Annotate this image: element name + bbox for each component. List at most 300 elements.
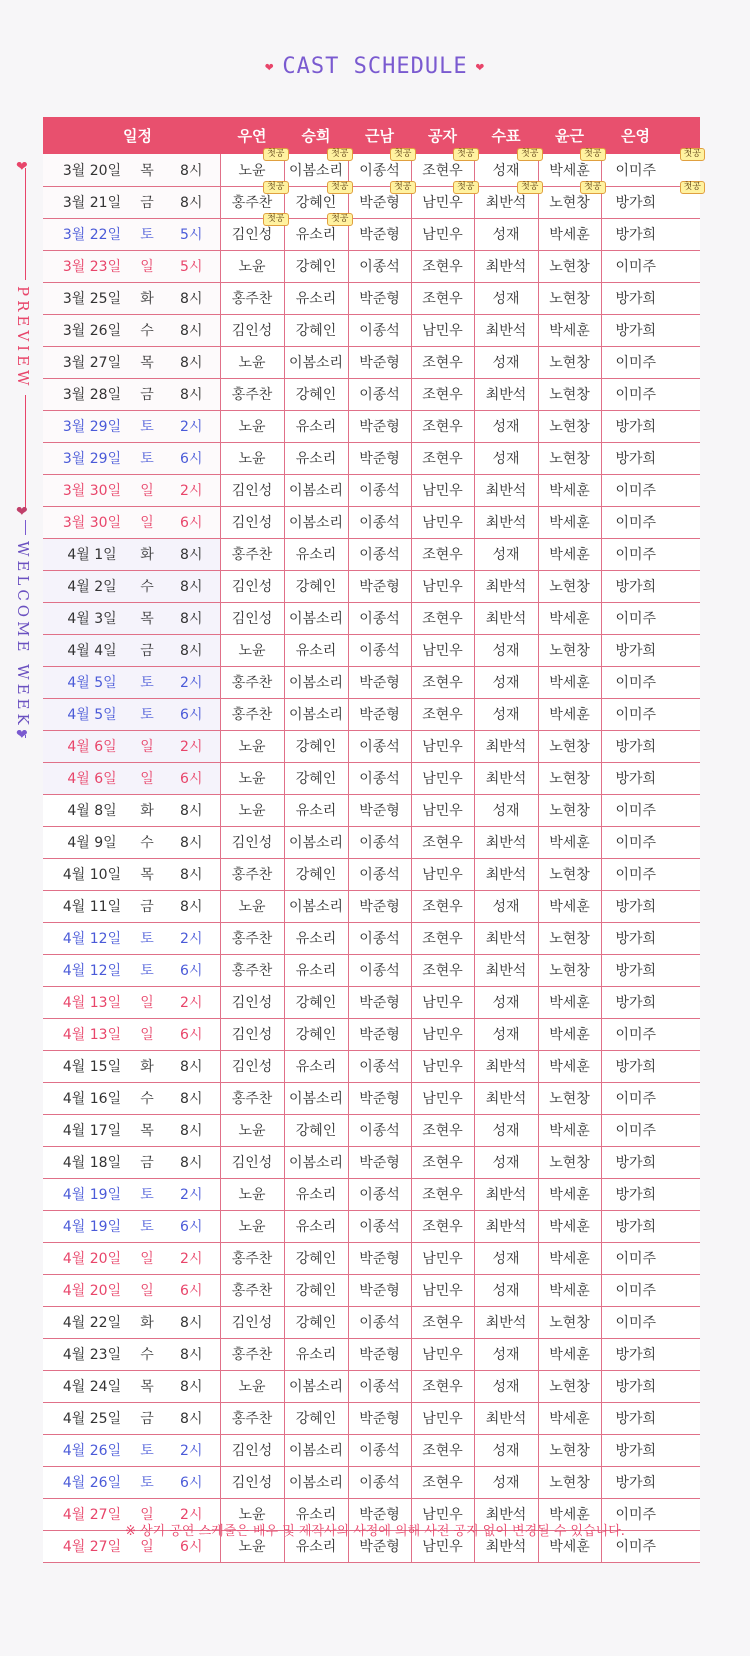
cast-cell — [474, 858, 538, 890]
cast-name: 유소리 — [295, 291, 337, 307]
cast-name: 성재 — [492, 291, 520, 307]
cast-name: 성재 — [492, 899, 520, 915]
cast-cell — [220, 602, 284, 634]
cast-name: 조현우 — [422, 419, 463, 435]
cast-name: 방가희 — [615, 963, 657, 979]
cast-cell — [538, 698, 601, 730]
cast-name: 조현우 — [422, 1315, 463, 1331]
day-cell: 일 — [131, 1530, 163, 1562]
day-cell: 일 — [131, 986, 163, 1018]
cast-cell — [411, 730, 474, 762]
cast-cell — [601, 1178, 700, 1210]
cast-name: 조현우 — [422, 162, 463, 179]
cast-name: 이미주 — [615, 1507, 657, 1523]
date-cell: 3월 26일 — [43, 314, 131, 346]
cast-name: 이봄소리 — [288, 675, 344, 691]
cast-cell — [474, 1338, 538, 1370]
cast-cell — [411, 794, 474, 826]
cast-cell — [284, 634, 348, 666]
cast-cell — [538, 506, 601, 538]
cast-name: 노현창 — [549, 803, 590, 819]
day-cell: 토 — [131, 1178, 163, 1210]
heart-icon: ❤ — [16, 727, 28, 743]
cast-cell — [601, 1306, 700, 1338]
cast-cell — [538, 1050, 601, 1082]
cast-cell — [601, 1370, 700, 1402]
cast-name: 박세훈 — [549, 611, 590, 627]
table-row — [43, 794, 700, 826]
date-cell: 4월 20일 — [43, 1242, 131, 1274]
cast-name: 박준형 — [359, 195, 400, 211]
cast-name: 유소리 — [295, 227, 337, 243]
time-cell: 6시 — [163, 442, 220, 474]
cast-name: 박세훈 — [549, 835, 590, 851]
cast-name: 성재 — [492, 1475, 520, 1491]
cast-name: 박준형 — [359, 803, 400, 819]
table-row — [43, 890, 700, 922]
cast-name: 이미주 — [615, 162, 657, 179]
cast-name: 이종석 — [359, 771, 400, 787]
cast-cell — [411, 826, 474, 858]
cast-name: 홍주찬 — [231, 1091, 273, 1107]
cast-name: 조현우 — [422, 675, 463, 691]
time-cell: 8시 — [163, 1402, 220, 1434]
cast-cell — [474, 1434, 538, 1466]
time-cell: 8시 — [163, 1114, 220, 1146]
cast-name: 박세훈 — [549, 1347, 590, 1363]
cast-name: 방가희 — [615, 227, 657, 243]
cast-cell — [284, 250, 348, 282]
cast-cell — [220, 1050, 284, 1082]
cast-name: 조현우 — [422, 1475, 463, 1491]
cast-cell — [284, 378, 348, 410]
cast-cell — [411, 1274, 474, 1306]
date-cell: 3월 25일 — [43, 282, 131, 314]
day-cell: 화 — [131, 282, 163, 314]
cast-cell — [411, 1242, 474, 1274]
cast-name: 성재 — [492, 419, 520, 435]
table-row — [43, 986, 700, 1018]
date-cell: 4월 8일 — [43, 794, 131, 826]
cast-cell — [284, 1210, 348, 1242]
cast-name: 이종석 — [359, 1443, 400, 1459]
cast-name: 조현우 — [422, 1123, 463, 1139]
premiere-badge: 첫공 — [327, 181, 352, 194]
cast-name: 이종석 — [359, 323, 400, 339]
cast-cell — [538, 986, 601, 1018]
day-cell: 토 — [131, 218, 163, 250]
cast-cell — [284, 1434, 348, 1466]
cast-cell — [601, 1434, 700, 1466]
cast-cell — [538, 1210, 601, 1242]
cast-name: 방가희 — [615, 195, 657, 211]
cast-name: 최반석 — [485, 1411, 527, 1427]
time-cell: 8시 — [163, 1082, 220, 1114]
table-row — [43, 826, 700, 858]
cast-cell — [220, 1018, 284, 1050]
cast-cell — [601, 954, 700, 986]
cast-cell — [474, 250, 538, 282]
cast-cell — [220, 1466, 284, 1498]
cast-cell — [348, 954, 411, 986]
table-row — [43, 218, 700, 250]
cast-cell — [348, 1114, 411, 1146]
cast-cell — [220, 730, 284, 762]
cast-cell — [348, 1082, 411, 1114]
heart-icon: ❤ — [16, 504, 28, 520]
time-cell: 8시 — [163, 186, 220, 218]
cast-cell — [284, 1466, 348, 1498]
time-cell: 6시 — [163, 1210, 220, 1242]
cast-cell — [538, 1402, 601, 1434]
cast-name: 강혜인 — [295, 867, 337, 883]
cast-name: 노윤 — [238, 899, 266, 915]
cast-cell — [348, 218, 411, 250]
cast-cell — [348, 1338, 411, 1370]
cast-cell — [348, 1306, 411, 1338]
cast-name: 박세훈 — [549, 1219, 590, 1235]
cast-cell — [284, 474, 348, 506]
cast-name: 강혜인 — [295, 579, 337, 595]
cast-name: 박준형 — [359, 1411, 400, 1427]
cast-name: 노현창 — [549, 1155, 590, 1171]
cast-name: 최반석 — [485, 1187, 527, 1203]
cast-cell — [348, 762, 411, 794]
date-cell: 4월 5일 — [43, 666, 131, 698]
cast-name: 노현창 — [549, 451, 590, 467]
cast-name: 성재 — [492, 1027, 520, 1043]
cast-cell — [601, 986, 700, 1018]
cast-name: 이미주 — [615, 1251, 657, 1267]
cast-cell — [220, 538, 284, 570]
cast-name: 박준형 — [359, 227, 400, 243]
cast-cell — [348, 1402, 411, 1434]
cast-cell — [474, 730, 538, 762]
time-cell: 8시 — [163, 858, 220, 890]
cast-name: 최반석 — [485, 771, 527, 787]
cast-cell — [601, 250, 700, 282]
cast-cell — [220, 1242, 284, 1274]
cast-name: 방가희 — [615, 931, 657, 947]
date-cell: 4월 22일 — [43, 1306, 131, 1338]
cast-cell — [220, 1274, 284, 1306]
cast-name: 방가희 — [615, 771, 657, 787]
cast-cell — [411, 634, 474, 666]
day-cell: 목 — [131, 346, 163, 378]
premiere-badge: 첫공 — [580, 148, 605, 161]
cast-cell — [348, 410, 411, 442]
cast-cell — [474, 634, 538, 666]
time-cell: 6시 — [163, 506, 220, 538]
cast-name: 성재 — [492, 1379, 520, 1395]
table-row — [43, 442, 700, 474]
cast-name: 김인성 — [231, 515, 273, 531]
cast-name: 김인성 — [231, 323, 273, 339]
cast-cell — [411, 698, 474, 730]
cast-name: 남민우 — [422, 771, 463, 787]
cast-name: 이종석 — [359, 1123, 400, 1139]
cast-cell — [348, 538, 411, 570]
cast-name: 성재 — [492, 1155, 520, 1171]
cast-cell — [538, 250, 601, 282]
cast-cell — [348, 986, 411, 1018]
table-row — [43, 762, 700, 794]
time-cell: 8시 — [163, 314, 220, 346]
cast-name: 박준형 — [359, 419, 400, 435]
cast-name: 박세훈 — [549, 1283, 590, 1299]
cast-name: 남민우 — [422, 579, 463, 595]
cast-name: 이봄소리 — [288, 483, 344, 499]
cast-name: 이봄소리 — [288, 899, 344, 915]
cast-cell — [411, 506, 474, 538]
cast-name: 노현창 — [549, 867, 590, 883]
cast-name: 박세훈 — [549, 515, 590, 531]
cast-name: 방가희 — [615, 1347, 657, 1363]
cast-name: 유소리 — [295, 931, 337, 947]
day-cell: 수 — [131, 570, 163, 602]
cast-name: 홍주찬 — [231, 291, 273, 307]
date-cell: 4월 10일 — [43, 858, 131, 890]
cast-cell — [474, 986, 538, 1018]
cast-cell — [601, 1050, 700, 1082]
cast-name: 노현창 — [549, 1315, 590, 1331]
table-row — [43, 1434, 700, 1466]
cast-cell — [601, 442, 700, 474]
time-cell: 2시 — [163, 1434, 220, 1466]
heart-icon: ❤ — [264, 59, 275, 75]
cast-name: 박세훈 — [549, 1539, 590, 1555]
cast-cell — [538, 181, 602, 218]
cast-name: 박준형 — [359, 1283, 400, 1299]
cast-cell — [411, 666, 474, 698]
cast-name: 노현창 — [549, 1091, 590, 1107]
date-cell: 4월 15일 — [43, 1050, 131, 1082]
table-row — [43, 634, 700, 666]
cast-cell — [220, 474, 284, 506]
table-row — [43, 314, 700, 346]
day-cell: 목 — [131, 602, 163, 634]
cast-name: 강혜인 — [295, 771, 337, 787]
cast-name: 노윤 — [238, 1123, 266, 1139]
cast-name: 김인성 — [231, 1155, 273, 1171]
cast-cell — [220, 826, 284, 858]
cast-cell — [220, 986, 284, 1018]
date-cell: 4월 27일 — [43, 1530, 131, 1562]
cast-name: 유소리 — [295, 1187, 337, 1203]
cast-cell — [284, 602, 348, 634]
cast-cell — [474, 1050, 538, 1082]
table-row — [43, 922, 700, 954]
cast-name: 김인성 — [231, 483, 273, 499]
cast-cell — [220, 250, 284, 282]
cast-cell — [348, 698, 411, 730]
cast-name: 이종석 — [359, 515, 400, 531]
cast-name: 최반석 — [485, 867, 527, 883]
cast-cell — [348, 890, 411, 922]
date-cell: 4월 20일 — [43, 1274, 131, 1306]
time-cell: 2시 — [163, 410, 220, 442]
day-cell: 일 — [131, 730, 163, 762]
table-row — [43, 602, 700, 634]
cast-name: 노윤 — [238, 355, 266, 371]
cast-cell — [411, 1338, 474, 1370]
cast-name: 성재 — [492, 995, 520, 1011]
time-cell: 6시 — [163, 1018, 220, 1050]
cast-name: 강혜인 — [295, 995, 337, 1011]
day-cell: 일 — [131, 1018, 163, 1050]
cast-name: 이종석 — [359, 1219, 400, 1235]
cast-cell — [474, 506, 538, 538]
cast-name: 김인성 — [231, 1475, 273, 1491]
premiere-badge: 첫공 — [327, 213, 352, 226]
cast-cell — [348, 1050, 411, 1082]
time-cell: 8시 — [163, 1306, 220, 1338]
cast-cell — [474, 1210, 538, 1242]
date-cell: 4월 19일 — [43, 1210, 131, 1242]
cast-cell — [220, 954, 284, 986]
cast-cell — [220, 858, 284, 890]
cast-name: 노현창 — [549, 931, 590, 947]
cast-cell — [348, 666, 411, 698]
cast-cell — [538, 1018, 601, 1050]
cast-name: 방가희 — [615, 899, 657, 915]
cast-name: 노윤 — [238, 162, 266, 179]
cast-name: 박세훈 — [549, 899, 590, 915]
cast-cell — [348, 730, 411, 762]
cast-cell — [220, 698, 284, 730]
cast-cell — [474, 1178, 538, 1210]
cast-cell — [284, 1306, 348, 1338]
cast-name: 성재 — [492, 227, 520, 243]
cast-name: 이종석 — [359, 547, 400, 563]
cast-name: 노윤 — [238, 1187, 266, 1203]
cast-name: 이미주 — [615, 1123, 657, 1139]
date-cell: 3월 29일 — [43, 410, 131, 442]
cast-cell — [474, 1114, 538, 1146]
cast-cell — [601, 410, 700, 442]
date-cell: 4월 9일 — [43, 826, 131, 858]
cast-cell — [220, 213, 285, 250]
date-cell: 3월 23일 — [43, 250, 131, 282]
cast-cell — [538, 1274, 601, 1306]
time-cell: 8시 — [163, 154, 220, 186]
cast-name: 이미주 — [615, 803, 657, 819]
cast-cell — [474, 602, 538, 634]
cast-name: 박준형 — [359, 451, 400, 467]
cast-cell — [474, 1146, 538, 1178]
cast-name: 강혜인 — [295, 1123, 337, 1139]
cast-cell — [474, 1370, 538, 1402]
table-row — [43, 282, 700, 314]
cast-name: 이미주 — [615, 1539, 657, 1555]
cast-name: 박준형 — [359, 355, 400, 371]
table-row — [43, 1050, 700, 1082]
cast-cell — [284, 442, 348, 474]
time-cell: 8시 — [163, 826, 220, 858]
table-row — [43, 1274, 700, 1306]
cast-name: 이종석 — [359, 611, 400, 627]
cast-cell — [601, 634, 700, 666]
cast-name: 방가희 — [615, 995, 657, 1011]
cast-cell — [474, 794, 538, 826]
cast-name: 강혜인 — [295, 739, 337, 755]
cast-name: 노윤 — [238, 1219, 266, 1235]
time-cell: 2시 — [163, 986, 220, 1018]
cast-cell — [411, 218, 474, 250]
cast-name: 남민우 — [422, 1091, 463, 1107]
cast-name: 박준형 — [359, 1155, 400, 1171]
cast-cell — [220, 1178, 284, 1210]
cast-cell — [411, 1210, 474, 1242]
cast-name: 김인성 — [231, 1315, 273, 1331]
cast-name: 최반석 — [485, 1507, 527, 1523]
cast-cell — [348, 1370, 411, 1402]
cast-name: 최반석 — [485, 195, 527, 211]
cast-cell — [220, 1210, 284, 1242]
cast-name: 이미주 — [615, 515, 657, 531]
cast-name: 최반석 — [485, 1059, 527, 1075]
time-cell: 8시 — [163, 1370, 220, 1402]
cast-cell — [601, 1466, 700, 1498]
day-cell: 금 — [131, 1146, 163, 1178]
date-cell: 4월 13일 — [43, 1018, 131, 1050]
cast-name: 박준형 — [359, 579, 400, 595]
cast-name: 이종석 — [359, 835, 400, 851]
cast-cell — [411, 954, 474, 986]
cast-name: 조현우 — [422, 963, 463, 979]
date-cell: 4월 3일 — [43, 602, 131, 634]
cast-name: 이미주 — [615, 835, 657, 851]
cast-cell — [538, 1146, 601, 1178]
cast-cell — [538, 1082, 601, 1114]
cast-name: 남민우 — [422, 1059, 463, 1075]
cast-cell — [220, 570, 284, 602]
table-row — [43, 1370, 700, 1402]
date-cell: 4월 12일 — [43, 922, 131, 954]
cast-cell — [474, 698, 538, 730]
table-row — [43, 730, 700, 762]
cast-name: 최반석 — [485, 835, 527, 851]
heart-icon: ❤ — [475, 59, 486, 75]
cast-name: 성재 — [492, 451, 520, 467]
cast-cell — [538, 1178, 601, 1210]
day-cell: 토 — [131, 1210, 163, 1242]
cast-name: 박세훈 — [549, 1187, 590, 1203]
cast-name: 박준형 — [359, 1347, 400, 1363]
time-cell: 2시 — [163, 922, 220, 954]
cast-name: 성재 — [492, 162, 520, 179]
cast-name: 박준형 — [359, 291, 400, 307]
cast-cell — [348, 474, 411, 506]
cast-name: 이미주 — [615, 611, 657, 627]
cast-name: 홍주찬 — [231, 547, 273, 563]
period-indicator — [10, 160, 40, 800]
date-cell: 4월 5일 — [43, 698, 131, 730]
cast-cell — [601, 1146, 700, 1178]
cast-cell — [284, 762, 348, 794]
cast-cell — [284, 1114, 348, 1146]
cast-name: 이종석 — [359, 1379, 400, 1395]
cast-cell — [474, 1242, 538, 1274]
cast-cell — [601, 858, 700, 890]
cast-cell — [411, 538, 474, 570]
cast-name: 이종석 — [359, 867, 400, 883]
cast-cell — [538, 538, 601, 570]
premiere-badge: 첫공 — [680, 148, 705, 161]
cast-name: 김인성 — [231, 995, 273, 1011]
cast-name: 최반석 — [485, 579, 527, 595]
day-cell: 금 — [131, 634, 163, 666]
